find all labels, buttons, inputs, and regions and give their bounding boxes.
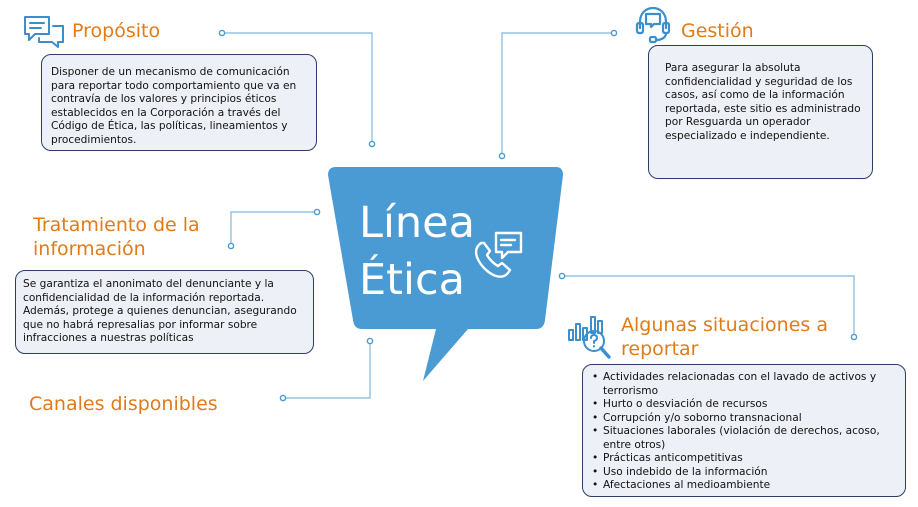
- list-item: • Situaciones laborales (violación de derechos, acoso, entre otros): [592, 425, 899, 452]
- box-situaciones: [582, 364, 906, 497]
- list-item: • Uso indebido de la información: [592, 466, 899, 480]
- headset-icon: [634, 4, 672, 44]
- search-analytics-icon: [565, 313, 615, 361]
- text-gestion: Para asegurar la absoluta confidencialidad y seguridad de los casos, así como de la información reportada, este sitio es administrado por Resguarda un operador especializado e independiente.: [665, 62, 861, 142]
- list-item: • Corrupción y/o soborno transnacional: [592, 412, 899, 426]
- connector-tratamiento: [231, 212, 317, 246]
- box-gestion: [648, 45, 873, 179]
- list-item: • Hurto o desviación de recursos: [592, 398, 899, 412]
- heading-canales[interactable]: Canales disponibles: [29, 393, 218, 415]
- list-item: • Afectaciones al medioambiente: [592, 479, 899, 493]
- connector-gestion: [502, 33, 614, 156]
- center-title-line2: Ética: [359, 255, 465, 305]
- situaciones-list: [592, 371, 899, 493]
- chat-bubbles-icon: [23, 14, 65, 50]
- list-item: • Actividades relacionadas con el lavado de activos y terrorismo: [592, 371, 899, 398]
- box-proposito: [41, 54, 317, 151]
- list-item: • Prácticas anticompetitivas: [592, 452, 899, 466]
- heading-situaciones-line2: reportar: [621, 338, 699, 360]
- heading-tratamiento-line1: Tratamiento de la: [33, 214, 200, 236]
- center-title-line1: Línea: [359, 198, 475, 248]
- text-tratamiento: Se garantiza el anonimato del denunciante y la confidencialidad de la información reportada. Además, protege a quienes denuncian, asegurando que no habrá represalias por informar sobre infracciones a nuestras políticas: [23, 278, 297, 344]
- heading-proposito: Propósito: [72, 20, 161, 42]
- heading-tratamiento-line2: información: [33, 238, 146, 260]
- text-proposito: Disponer de un mecanismo de comunicación para reportar todo comportamiento que va en contravía de los valores y principios éticos establecidos en la Corporación a través del Código de Ética, las políticas, lineamientos y procedimientos.: [51, 66, 297, 146]
- heading-situaciones-line1: Algunas situaciones a: [621, 314, 828, 336]
- heading-gestion: Gestión: [681, 20, 754, 42]
- box-tratamiento: [15, 270, 314, 354]
